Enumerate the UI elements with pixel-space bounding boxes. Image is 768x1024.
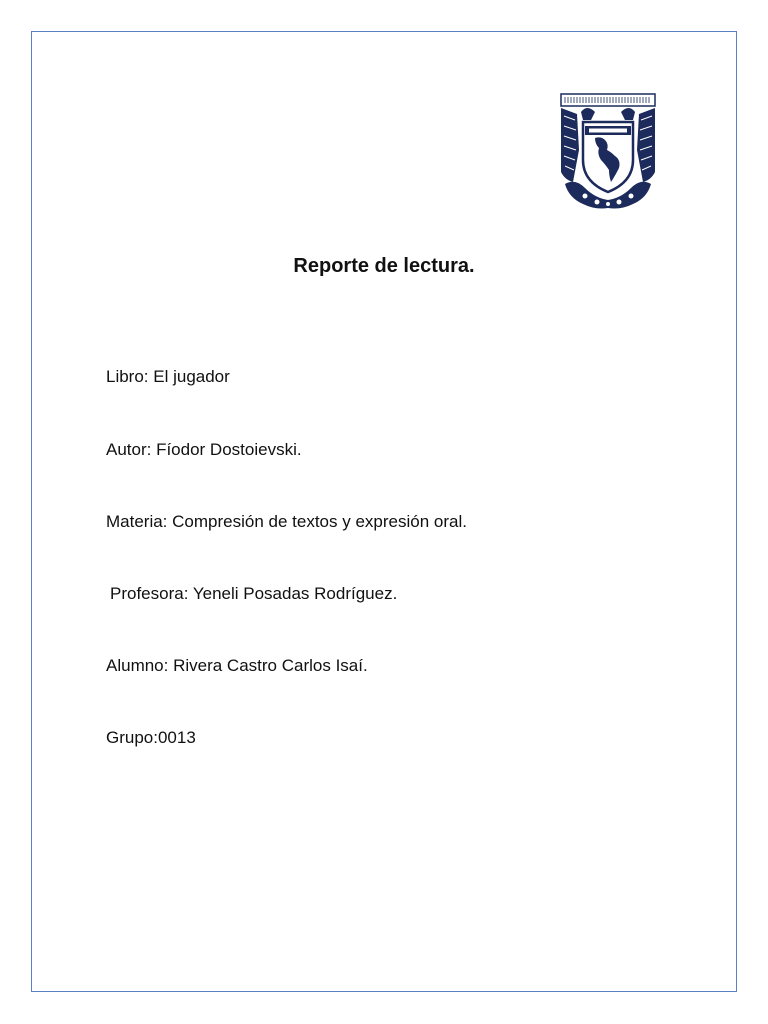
- field-libro: Libro: El jugador: [106, 367, 230, 386]
- field-profesora: Profesora: Yeneli Posadas Rodríguez.: [110, 584, 398, 603]
- field-autor: Autor: Fíodor Dostoievski.: [106, 440, 302, 459]
- field-alumno: Alumno: Rivera Castro Carlos Isaí.: [106, 656, 368, 675]
- field-grupo: Grupo:0013: [106, 728, 196, 747]
- document-title: Reporte de lectura.: [293, 255, 475, 277]
- university-crest-icon: [555, 90, 661, 212]
- field-materia: Materia: Compresión de textos y expresión oral.: [106, 512, 467, 531]
